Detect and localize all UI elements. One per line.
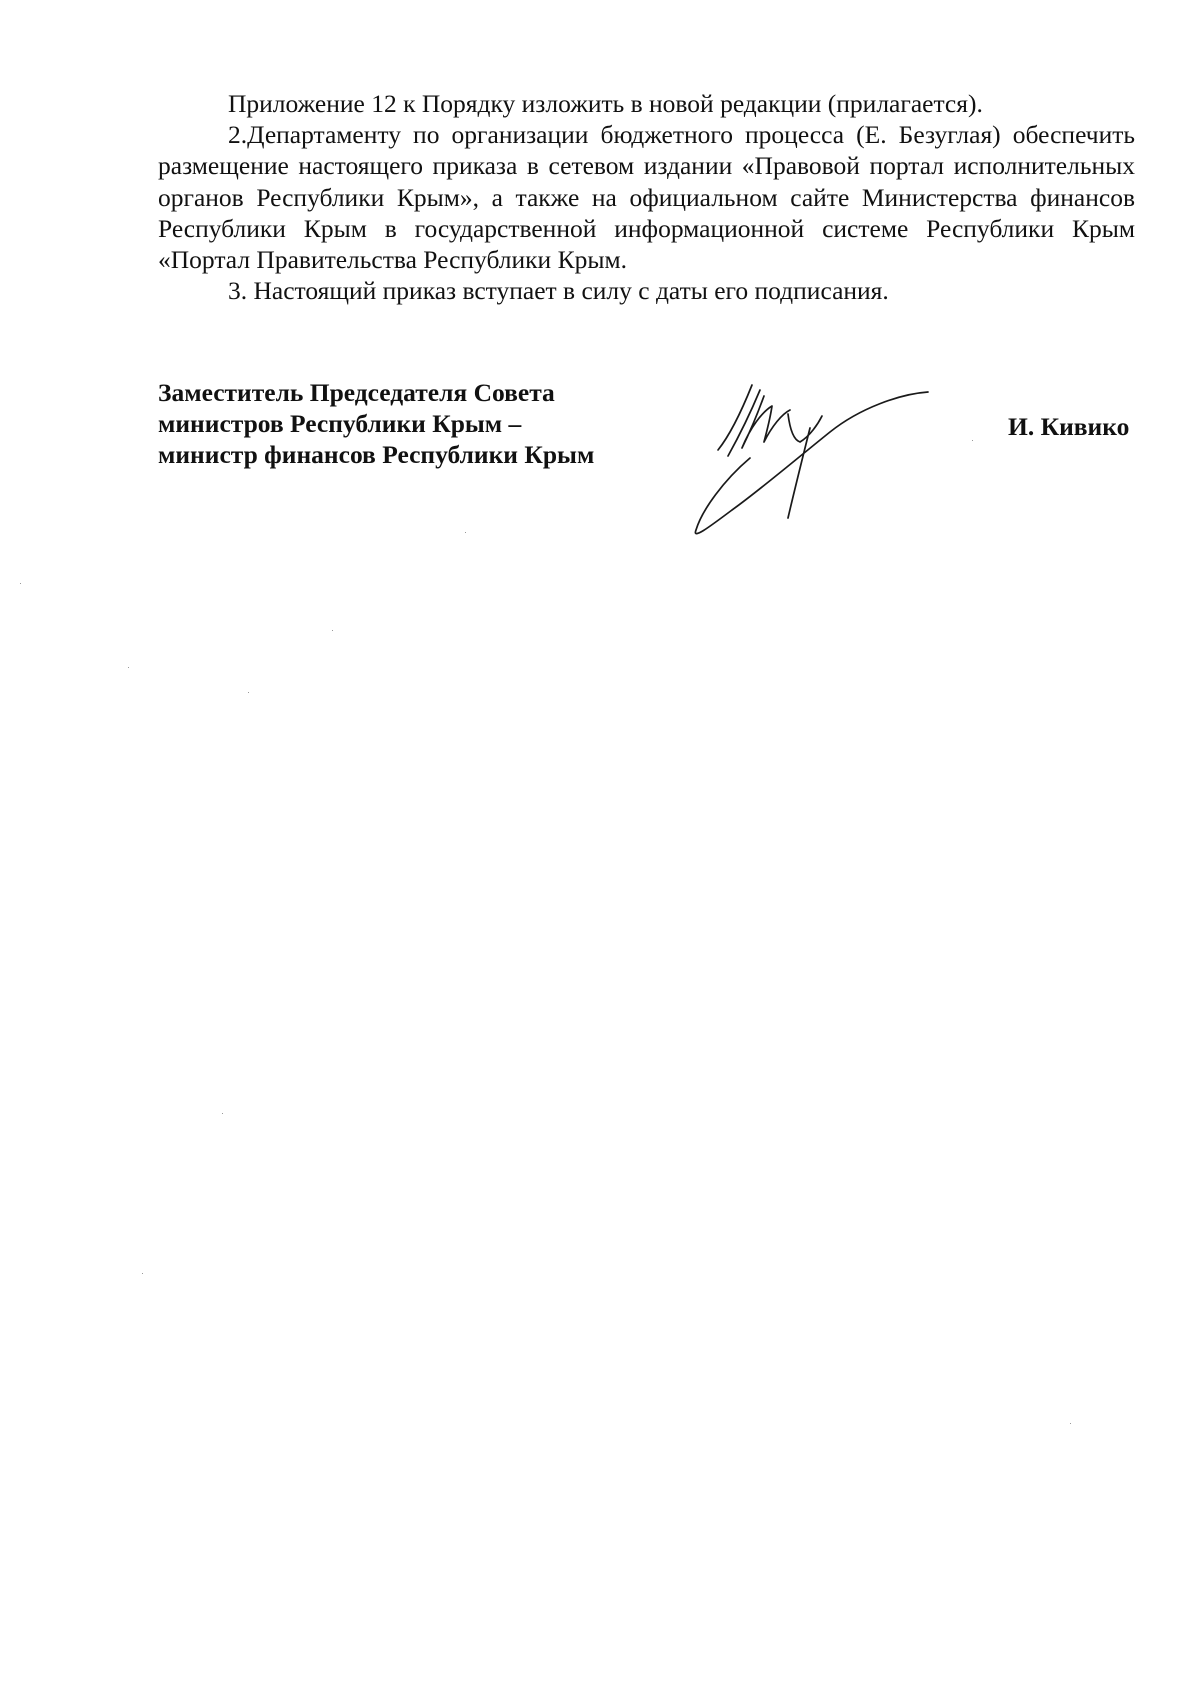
signatory-position-line: министров Республики Крым – xyxy=(158,409,522,438)
handwritten-signature xyxy=(690,380,950,550)
scan-speck xyxy=(1070,1423,1071,1424)
scan-speck xyxy=(128,667,129,668)
scan-speck xyxy=(222,1113,223,1114)
scan-speck xyxy=(248,692,249,693)
signatory-position-line: министр финансов Республики Крым xyxy=(158,440,595,469)
scan-speck xyxy=(332,630,333,631)
paragraph-effective-date: 3. Настоящий приказ вступает в силу с даты его подписания. xyxy=(228,276,889,306)
signatory-position xyxy=(158,377,594,470)
scan-speck xyxy=(972,440,973,441)
signatory-name: И. Кивико xyxy=(1008,412,1130,441)
paragraph-appendix: Приложение 12 к Порядку изложить в новой редакции (прилагается). xyxy=(228,89,983,118)
document-body xyxy=(158,88,1135,306)
scan-speck xyxy=(20,583,21,584)
signatory-position-line: Заместитель Председателя Совета xyxy=(158,378,555,407)
scan-speck xyxy=(465,532,466,533)
paragraph-department-instruction: 2.Департаменту по организации бюджетного процесса (Е. Безуглая) обеспечить размещение настоящего приказа в сетевом издании «Правовой портал исполнительных органов Республики Крым», а также на официальном сайте Министерства финансов Республики Крым в государственной информационной системе Республики Крым «Портал Правительства Республики Крым. xyxy=(158,120,1135,275)
scan-speck xyxy=(142,1273,143,1274)
